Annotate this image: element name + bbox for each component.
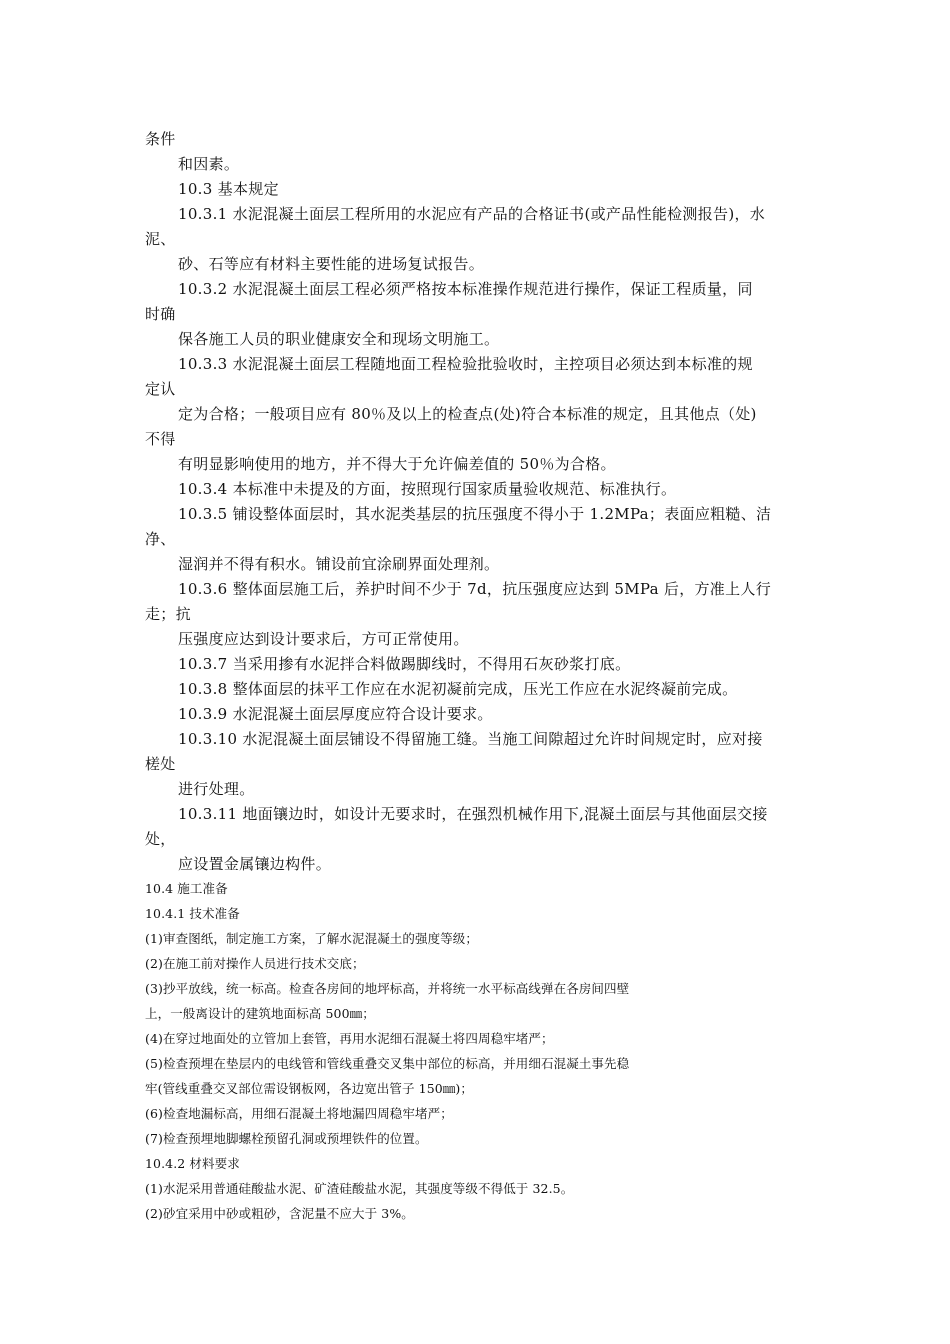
list-item: (2)砂宜采用中砂或粗砂，含泥量不应大于 3%。 [145, 1206, 414, 1221]
clause-10-3-1-line: 泥、 [145, 230, 176, 248]
clause-10-3-5-line: 10.3.5 铺设整体面层时，其水泥类基层的抗压强度不得小于 1.2MPa；表面应粗糙、洁 [178, 505, 772, 523]
subsection-heading: 10.4.1 技术准备 [145, 906, 240, 921]
list-item: (3)抄平放线，统一标高。检查各房间的地坪标高，并将统一水平标高线弹在各房间四壁 [145, 981, 630, 996]
list-item: (1)水泥采用普通硅酸盐水泥、矿渣硅酸盐水泥，其强度等级不得低于 32.5。 [145, 1181, 574, 1196]
list-item: (5)检查预埋在垫层内的电线管和管线重叠交叉集中部位的标高，并用细石混凝土事先稳 [145, 1056, 630, 1071]
clause-10-3-11-line: 处， [145, 830, 176, 848]
clause-10-3-10-line: 槎处 [145, 755, 176, 773]
clause-10-3-1-line: 10.3.1 水泥混凝土面层工程所用的水泥应有产品的合格证书(或产品性能检测报告)，水 [178, 205, 766, 223]
list-item: (2)在施工前对操作人员进行技术交底； [145, 956, 365, 971]
clause-10-3-2-line: 时确 [145, 305, 176, 323]
paragraph-line: 条件 [145, 130, 176, 148]
section-heading: 10.4 施工准备 [145, 881, 228, 896]
clause-10-3-5-line: 湿润并不得有积水。铺设前宜涂刷界面处理剂。 [178, 555, 500, 573]
clause-10-3-8-line: 10.3.8 整体面层的抹平工作应在水泥初凝前完成，压光工作应在水泥终凝前完成。 [178, 680, 738, 698]
clause-10-3-4-line: 10.3.4 本标准中未提及的方面，按照现行国家质量验收规范、标准执行。 [178, 480, 677, 498]
paragraph-line: 和因素。 [178, 155, 240, 173]
list-item: (4)在穿过地面处的立管加上套管，再用水泥细石混凝土将四周稳牢堵严； [145, 1031, 554, 1046]
clause-10-3-3-line: 定为合格；一般项目应有 80％及以上的检查点(处)符合本标准的规定，且其他点（处) [178, 405, 757, 423]
clause-10-3-2-line: 保各施工人员的职业健康安全和现场文明施工。 [178, 330, 500, 348]
clause-10-3-11-line: 应设置金属镶边构件。 [178, 855, 332, 873]
clause-10-3-10-line: 进行处理。 [178, 780, 255, 798]
list-item: (6)检查地漏标高，用细石混凝土将地漏四周稳牢堵严； [145, 1106, 453, 1121]
clause-10-3-3-line: 10.3.3 水泥混凝土面层工程随地面工程检验批验收时，主控项目必须达到本标准的规 [178, 355, 753, 373]
clause-10-3-6-line: 压强度应达到设计要求后，方可正常使用。 [178, 630, 469, 648]
list-item: (1)审查图纸，制定施工方案，了解水泥混凝土的强度等级； [145, 931, 479, 946]
clause-10-3-10-line: 10.3.10 水泥混凝土面层铺设不得留施工缝。当施工间隙超过允许时间规定时，应对接 [178, 730, 763, 748]
clause-10-3-3-line: 不得 [145, 430, 176, 448]
clause-10-3-11-line: 10.3.11 地面镶边时，如设计无要求时，在强烈机械作用下,混凝土面层与其他面层交接 [178, 805, 768, 823]
list-item: 上，一般离设计的建筑地面标高 500㎜； [145, 1006, 375, 1021]
clause-10-3-5-line: 净、 [145, 530, 176, 548]
clause-10-3-9-line: 10.3.9 水泥混凝土面层厚度应符合设计要求。 [178, 705, 493, 723]
clause-10-3-6-line: 走；抗 [145, 605, 191, 623]
list-item: 牢(管线重叠交叉部位需设钢板网，各边宽出管子 150㎜)； [145, 1081, 473, 1096]
clause-10-3-1-line: 砂、石等应有材料主要性能的进场复试报告。 [178, 255, 485, 273]
clause-10-3-2-line: 10.3.2 水泥混凝土面层工程必须严格按本标准操作规范进行操作，保证工程质量，同 [178, 280, 753, 298]
clause-10-3-6-line: 10.3.6 整体面层施工后，养护时间不少于 7d，抗压强度应达到 5MPa 后，方准上人行 [178, 580, 771, 598]
clause-10-3-3-line: 有明显影响使用的地方，并不得大于允许偏差值的 50％为合格。 [178, 455, 616, 473]
section-heading: 10.3 基本规定 [178, 180, 279, 198]
clause-10-3-7-line: 10.3.7 当采用掺有水泥拌合料做踢脚线时，不得用石灰砂浆打底。 [178, 655, 631, 673]
subsection-heading: 10.4.2 材料要求 [145, 1156, 240, 1171]
clause-10-3-3-line: 定认 [145, 380, 176, 398]
list-item: (7)检查预埋地脚螺栓预留孔洞或预埋铁件的位置。 [145, 1131, 428, 1146]
